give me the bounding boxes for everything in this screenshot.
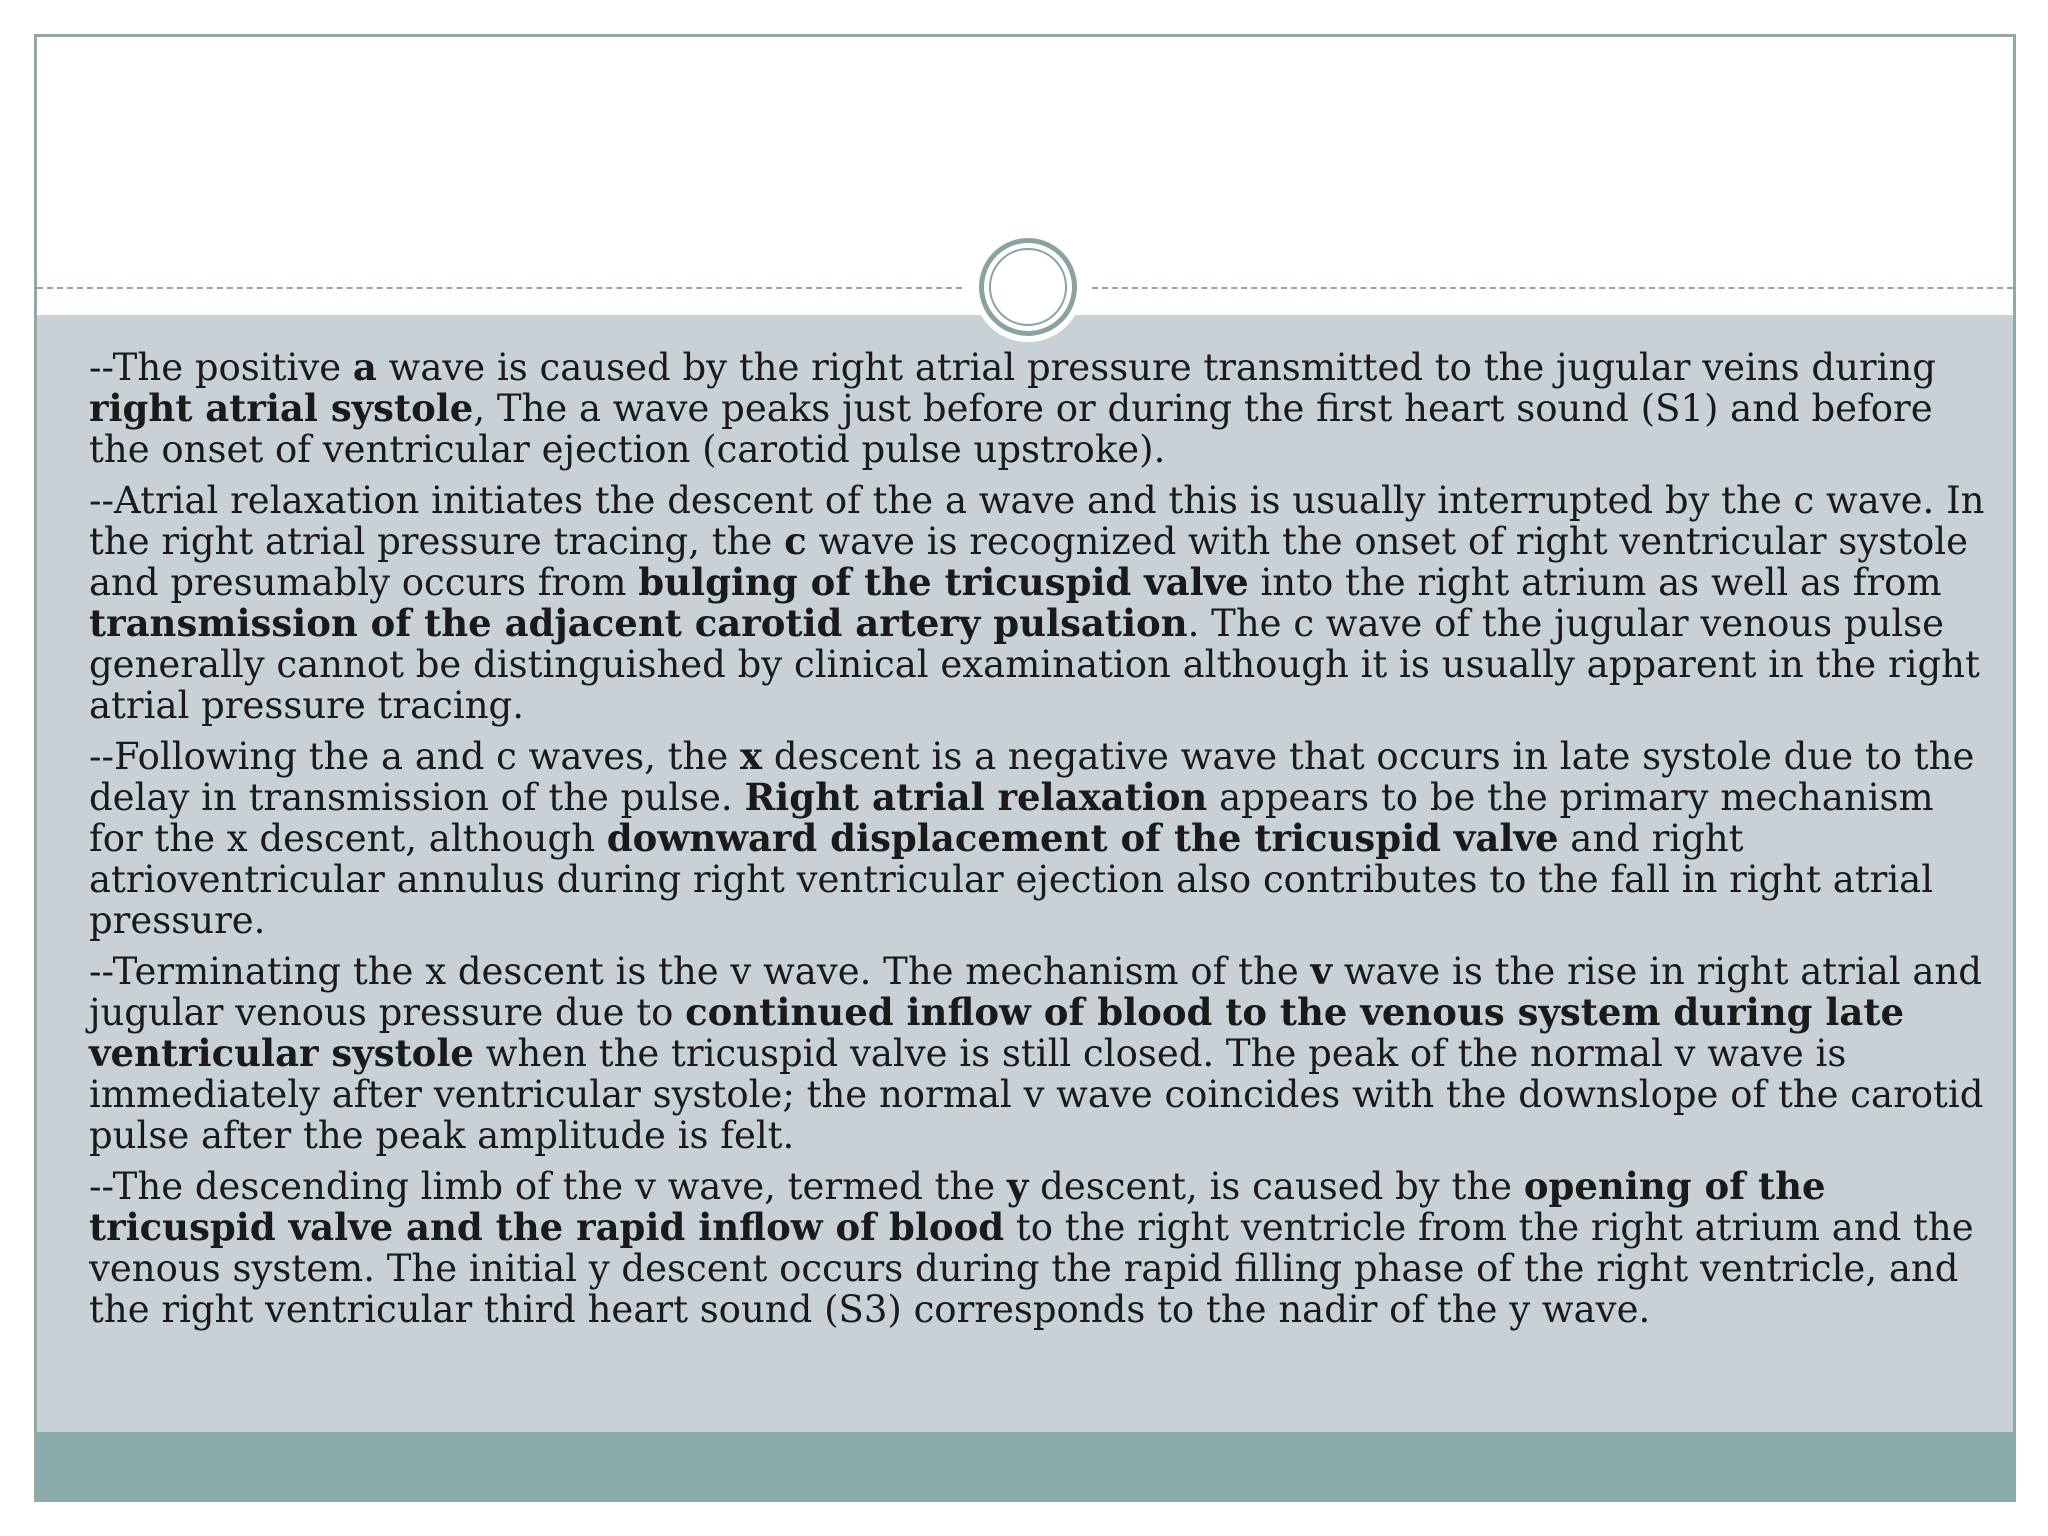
footer-band — [37, 1432, 2013, 1502]
bold-term: opening of the tricuspid valve and the rapid inflow of blood — [89, 1164, 1826, 1249]
text-segment: into the right atrium as well as from — [1248, 561, 1942, 604]
paragraph-1 — [89, 347, 1989, 470]
text-segment: --Atrial relaxation initiates the descent of the a wave and this is usually interrupted by the c wave. In the right atrial pressure tracing, the — [89, 479, 1985, 563]
text-segment: --The positive — [89, 346, 353, 389]
text-segment: descent, is caused by the — [1028, 1165, 1524, 1208]
paragraph-2 — [89, 480, 1989, 726]
bold-term: bulging of the tricuspid valve — [638, 560, 1249, 604]
text-segment: wave is caused by the right atrial pressure transmitted to the jugular veins during — [376, 346, 1936, 389]
slide — [34, 34, 2016, 1502]
text-segment: descent is a negative wave that occurs in late systole due to the delay in transmission of the pulse. — [89, 735, 1975, 819]
header-divider-left — [37, 287, 962, 289]
paragraph-4 — [89, 951, 1989, 1156]
bold-term: y — [1006, 1164, 1029, 1208]
paragraph-5 — [89, 1166, 1989, 1330]
text-segment: --Terminating the x descent is the v wave. The mechanism of the — [89, 950, 1311, 993]
text-segment: . The c wave of the jugular venous pulse generally cannot be distinguished by clinical examination although it is usually apparent in the right atrial pressure tracing. — [89, 602, 1980, 727]
text-segment: --Following the a and c waves, the — [89, 735, 741, 778]
bold-term: Right atrial relaxation — [744, 775, 1208, 819]
text-segment: --The descending limb of the v wave, termed the — [89, 1165, 1007, 1208]
bold-term: a — [352, 345, 377, 389]
bold-term: x — [740, 734, 763, 778]
bold-term: downward displacement of the tricuspid valve — [606, 816, 1559, 860]
text-segment: wave is the rise in right atrial and jugular venous pressure due to — [89, 950, 1982, 1034]
text-segment: , The a wave peaks just before or during the first heart sound (S1) and before the onset of ventricular ejection (carotid pulse upstroke). — [89, 387, 1933, 471]
text-segment: and right atrioventricular annulus during right ventricular ejection also contributes to the fall in right atrial pressure. — [89, 817, 1934, 942]
text-segment: to the right ventricle from the right atrium and the venous system. The initial y descent occurs during the rapid filling phase of the right ventricle, and the right ventricular third heart sound (S3) corresponds to the nadir of the y wave. — [89, 1206, 1974, 1331]
text-segment: when the tricuspid valve is still closed. The peak of the normal v wave is immediately after ventricular systole; the normal v wave coincides with the downslope of the carotid pulse after the peak amplitude is felt. — [89, 1032, 1984, 1157]
paragraph-3 — [89, 736, 1989, 941]
bold-term: c — [784, 519, 807, 563]
bold-term: transmission of the adjacent carotid artery pulsation — [89, 601, 1188, 645]
ornament-inner-circle-icon — [989, 248, 1067, 326]
bold-term: continued inflow of blood to the venous system during late ventricular systole — [89, 990, 1905, 1075]
bold-term: right atrial systole — [89, 386, 474, 430]
header-divider-right — [1092, 287, 2013, 289]
text-segment: appears to be the primary mechanism for the x descent, although — [89, 776, 1934, 860]
bold-term: v — [1310, 949, 1332, 993]
slide-body-text — [89, 347, 1989, 1340]
text-segment: wave is recognized with the onset of right ventricular systole and presumably occurs from — [89, 520, 1969, 604]
